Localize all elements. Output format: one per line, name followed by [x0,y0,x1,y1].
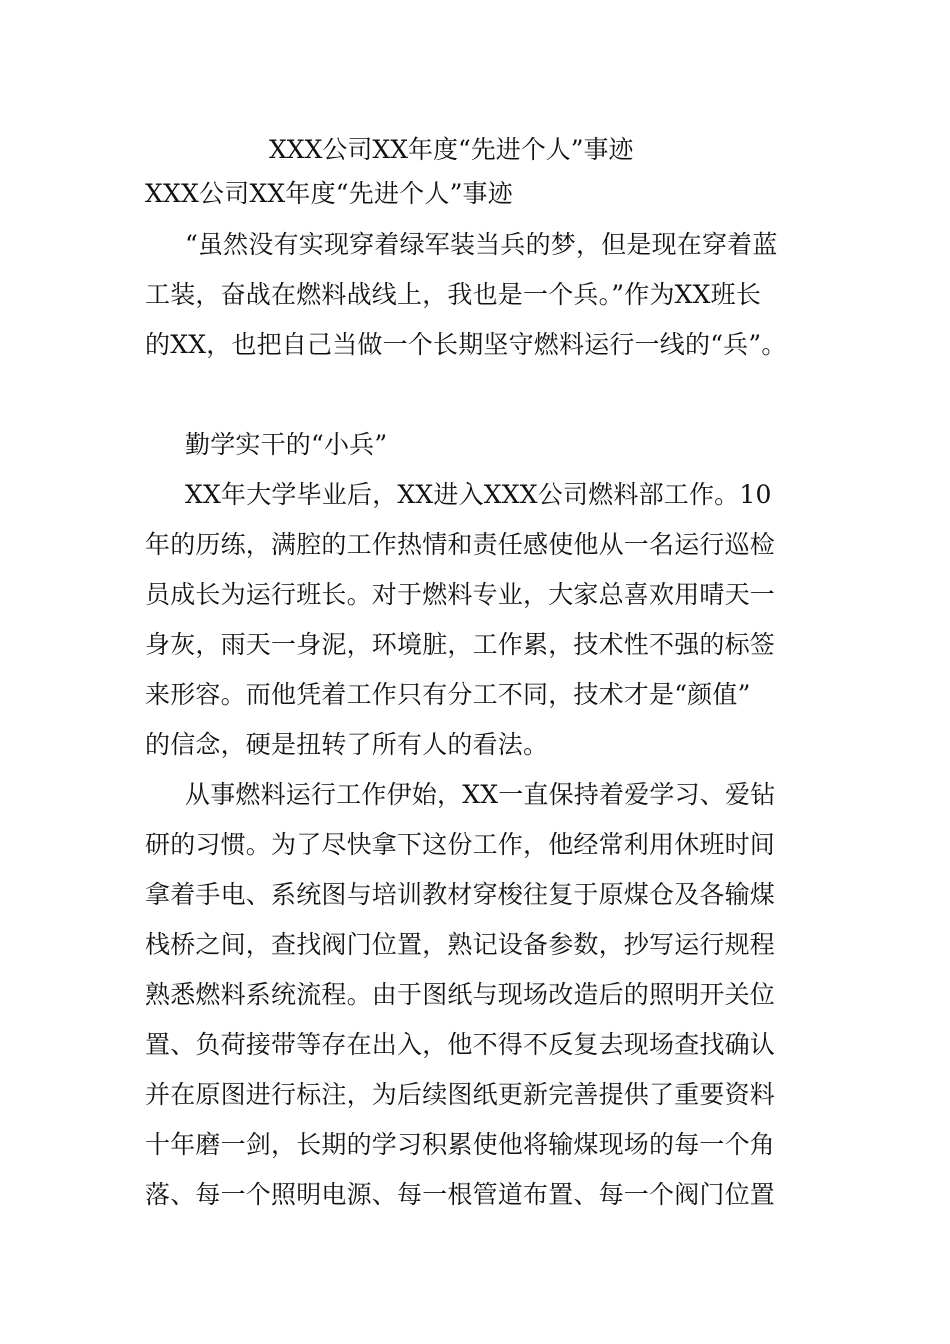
text-line-12: 研的习惯。为了尽快拿下这份工作，他经常利用休班时间 [145,830,776,859]
text-line-2: 工装，奋战在燃料战线上，我也是一个兵。”作为XX班长 [145,280,762,309]
text-line-15: 熟悉燃料系统流程。由于图纸与现场改造后的照明开关位 [145,980,776,1009]
text-line-18: 十年磨一剑，长期的学习积累使他将输煤现场的每一个角 [145,1130,776,1159]
text-line-3: 的XX，也把自己当做一个长期坚守燃料运行一线的“兵”。 [145,330,787,359]
text-line-19: 落、每一个照明电源、每一根管道布置、每一个阀门位置 [145,1180,776,1209]
text-line-6: 年的历练，满腔的工作热情和责任感使他从一名运行巡检 [145,530,776,559]
document-title: XXX公司XX年度“先进个人”事迹 [269,135,634,164]
text-line-9: 来形容。而他凭着工作只有分工不同，技术才是“颜值” [145,680,751,709]
text-line-7: 员成长为运行班长。对于燃料专业，大家总喜欢用晴天一 [145,580,776,609]
text-line-11: 从事燃料运行工作伊始，XX一直保持着爱学习、爱钻 [185,780,776,809]
document-body [145,128,810,1220]
text-line-14: 栈桥之间，查找阀门位置，熟记设备参数，抄写运行规程 [145,930,776,959]
text-line-17: 并在原图进行标注，为后续图纸更新完善提供了重要资料 [145,1080,776,1109]
subtitle-line: XXX公司XX年度“先进个人”事迹 [145,179,513,208]
text-line-8: 身灰，雨天一身泥，环境脏，工作累，技术性不强的标签 [145,630,776,659]
text-line-1: “虽然没有实现穿着绿军装当兵的梦，但是现在穿着蓝 [185,230,778,259]
section-heading: 勤学实干的“小兵” [185,430,388,459]
text-line-16: 置、负荷接带等存在出入，他不得不反复去现场查找确认 [145,1030,776,1059]
paragraph-gap [145,370,810,420]
text-line-13: 拿着手电、系统图与培训教材穿梭往复于原煤仓及各输煤 [145,880,776,909]
text-line-10: 的信念，硬是扭转了所有人的看法。 [145,730,549,759]
text-line-5: XX年大学毕业后，XX进入XXX公司燃料部工作。10 [185,480,772,509]
